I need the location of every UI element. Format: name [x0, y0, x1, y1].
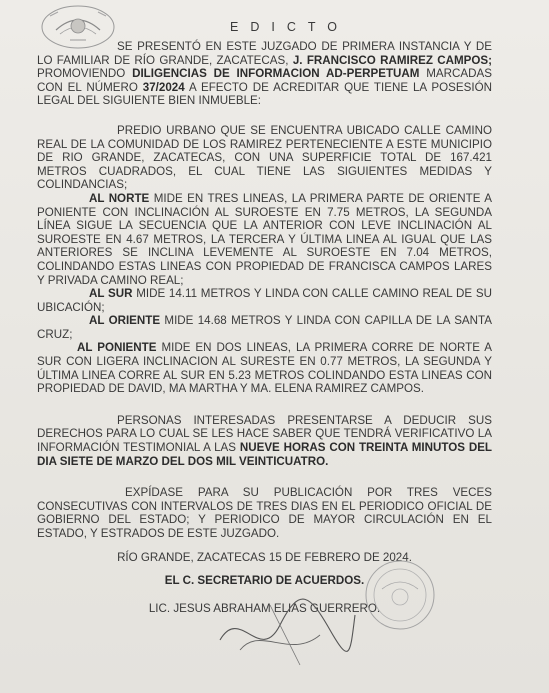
norte-paragraph: AL NORTE MIDE EN TRES LINEAS, LA PRIMERA PARTE DE ORIENTE A PONIENTE CON INCLINACIÓN AL SUROESTE EN 7.75 METROS, LA SEGUNDA LÍNEA SIGUE LA SECUENCIA QUE LA ANTERIOR CON LEVE INCLINACIÓN AL SUROESTE EN 4.67 METROS, LA TERCERA Y ÚLTIMA LINEA AL IGUAL QUE LAS ANTERIORES SE INCLINA LEVEMENTE AL SUROESTE EN 7.04 METROS, COLINDANDO ESTAS LINEAS CON PROPIEDAD DE FRANCISCA CAMPOS LARES Y PRIVADA CAMINO REAL; — [37, 191, 493, 287]
signature-icon — [210, 585, 360, 675]
personas-paragraph: PERSONAS INTERESADAS PRESENTARSE A DEDUCIR SUS DERECHOS PARA LO CUAL SE LES HACE SABER QUE TENDRÁ VERIFICATIVO LA INFORMACIÓN TESTIMONIAL A LAS NUEVE HORAS CON TREINTA MINUTOS DEL DIA SIETE DE MARZO DEL DOS MIL VEINTICUATRO. — [37, 413, 493, 468]
intro-paragraph: SE PRESENTÓ EN ESTE JUZGADO DE PRIMERA INSTANCIA Y DE LO FAMILIAR DE RÍO GRANDE, ZACATECAS, J. FRANCISCO RAMIREZ CAMPOS; PROMOVIENDO DILIGENCIAS DE INFORMACION AD-PERPETUAM MARCADAS CON EL NÚMERO 37/2024 A EFECTO DE ACREDITAR QUE TIENE LA POSESIÓN LEGAL DEL SIGUIENTE BIEN INMUEBLE: — [37, 40, 492, 108]
edict-body — [37, 40, 492, 615]
poniente-paragraph: AL PONIENTE MIDE EN DOS LINEAS, LA PRIMERA CORRE DE NORTE A SUR CON LIGERA INCLINACION AL SURESTE EN 0.77 METROS, LA SEGUNDA Y ÚLTIMA LINEA CORRE AL SUR EN 5.23 METROS COLINDANDO ESTA LINEAS CON PROPIEDAD DE DAVID, MA MARTHA Y MA. ELENA RAMIREZ CAMPOS. — [37, 341, 493, 396]
case-number: 37/2024 — [142, 80, 185, 94]
court-stamp-icon — [360, 555, 440, 635]
procedure-name: DILIGENCIAS DE INFORMACION AD-PERPETUAM — [132, 67, 420, 81]
expidase-paragraph: EXPÍDASE PARA SU PUBLICACIÓN POR TRES VECES CONSECUTIVAS CON INTERVALOS DE TRES DIAS EN EL PERIODICO OFICIAL DE GOBIERNO DEL ESTADO; Y PERIODICO DE MAYOR CIRCULACIÓN EN EL ESTADO, Y ESTRADOS DE ESTE JUZGADO. — [37, 486, 492, 540]
promovente-name: J. FRANCISCO RAMIREZ CAMPOS; — [292, 53, 492, 67]
place-date: RÍO GRANDE, ZACATECAS 15 DE FEBRERO DE 2024. — [117, 550, 412, 564]
secretary-role: EL C. SECRETARIO DE ACUERDOS. — [164, 574, 365, 588]
page-title: EDICTO — [230, 20, 349, 34]
secretary-name: LIC. JESUS ABRAHAM ELIAS GUERRERO. — [148, 601, 381, 615]
oriente-paragraph: AL ORIENTE MIDE 14.68 METROS Y LINDA CON CAPILLA DE LA SANTA CRUZ; — [37, 314, 492, 341]
sur-paragraph: AL SUR MIDE 14.11 METROS Y LINDA CON CALLE CAMINO REAL DE SU UBICACIÓN; — [37, 287, 492, 314]
predio-paragraph: PREDIO URBANO QUE SE ENCUENTRA UBICADO CALLE CAMINO REAL DE LA COMUNIDAD DE LOS RAMIREZ PERTENECIENTE A ESTE MUNICIPIO DE RIO GRANDE, ZACATECAS, CON UNA SUPERFICIE TOTAL DE 167.421 METROS CUADRADOS, EL CUAL TIENE LAS SIGUIENTES MEDIDAS Y COLINDANCIAS; — [37, 123, 492, 192]
